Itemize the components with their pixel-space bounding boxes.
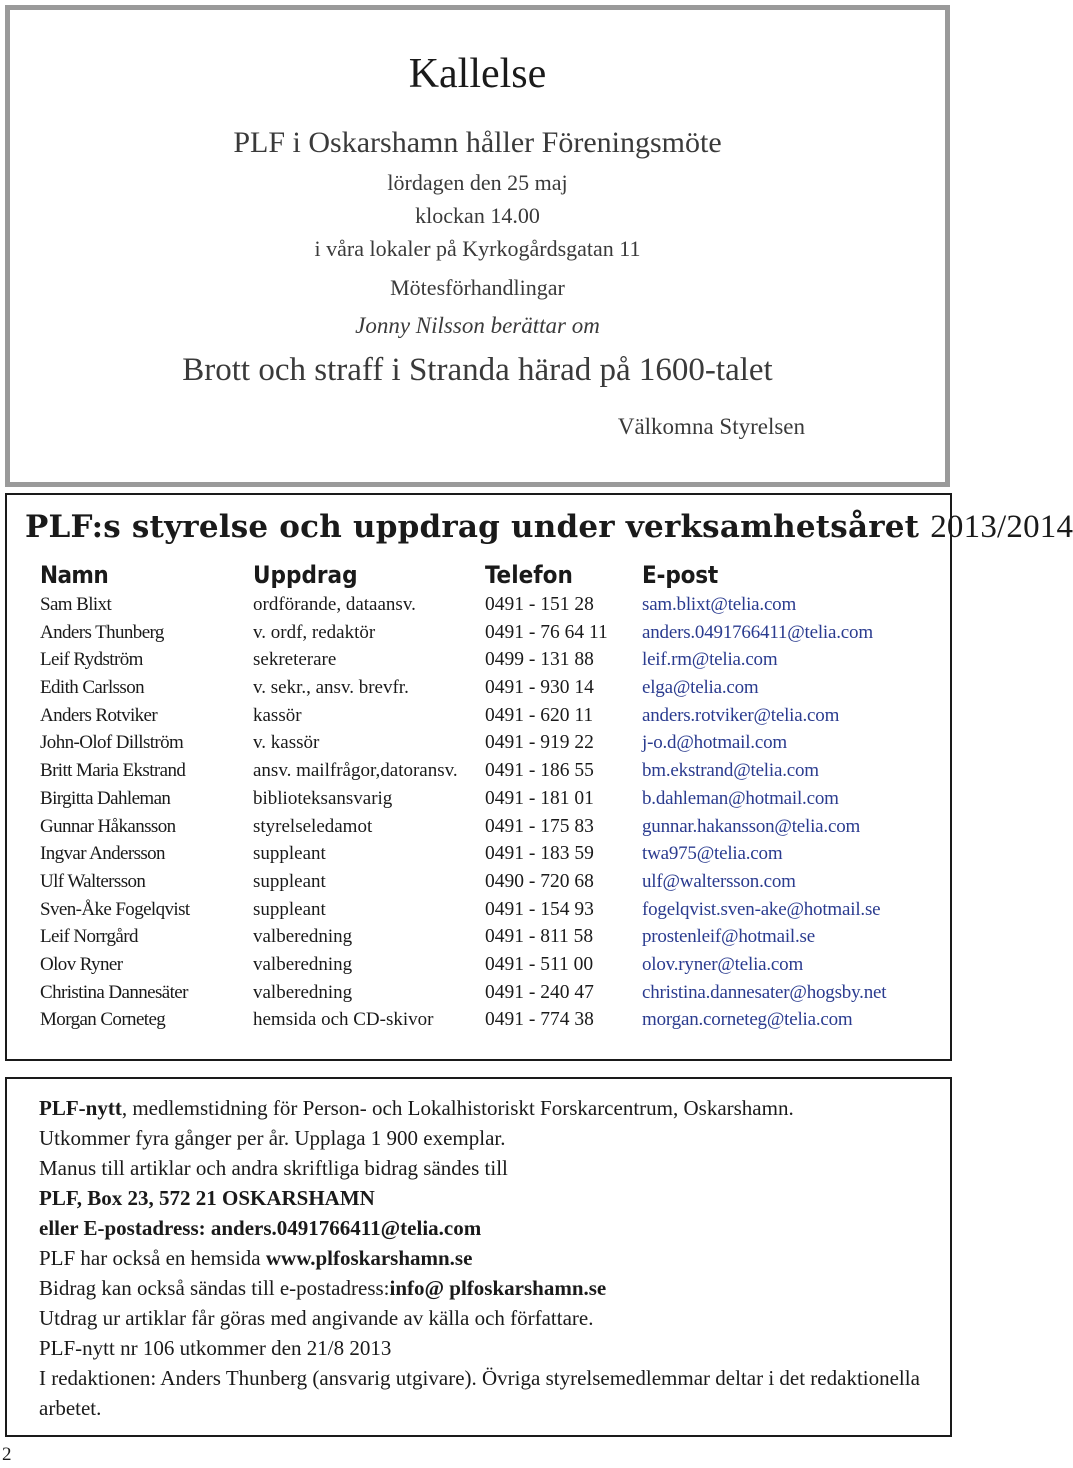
board-member-email[interactable]: olov.ryner@telia.com	[642, 953, 804, 975]
board-member-name: Leif Norrgård	[40, 926, 138, 948]
board-member-phone: 0499 - 131 88	[485, 649, 594, 671]
board-member-role: valberedning	[253, 953, 353, 975]
header-phone: Telefon	[485, 561, 573, 589]
column-role	[253, 561, 458, 1034]
board-member-name: Anders Thunberg	[40, 621, 164, 643]
board-title-year: 2013/2014	[930, 509, 1073, 545]
info-address	[39, 1183, 929, 1213]
info-publication-desc: , medlemstidning för Person- och Lokalhistoriskt Forskarcentrum, Oskarshamn.	[121, 1096, 794, 1120]
board-member-phone: 0491 - 811 58	[485, 926, 594, 948]
board-member-role: valberedning	[253, 926, 353, 948]
talk-title: Brott och straff i Stranda härad på 1600-talet	[182, 352, 773, 388]
board-member-phone: 0491 - 511 00	[485, 953, 594, 975]
board-member-name: Sam Blixt	[40, 594, 112, 615]
newsletter-info-box	[5, 1077, 952, 1437]
board-member-role: ordförande, dataansv.	[253, 594, 416, 615]
board-member-role: valberedning	[253, 981, 353, 1003]
board-member-name: Olov Ryner	[40, 953, 123, 975]
board-title	[25, 509, 1073, 546]
board-member-email[interactable]: bm.ekstrand@telia.com	[642, 760, 819, 782]
board-member-name: Gunnar Håkansson	[40, 815, 176, 837]
board-member-email[interactable]: anders.rotviker@telia.com	[642, 704, 840, 726]
header-role: Uppdrag	[253, 561, 358, 589]
board-member-email[interactable]: gunnar.hakansson@telia.com	[642, 815, 861, 837]
board-member-role: v. sekr., ansv. brevfr.	[253, 677, 409, 699]
info-email	[39, 1213, 929, 1243]
board-member-role: styrelseledamot	[253, 815, 373, 837]
invitation-box	[5, 5, 950, 487]
info-address-text: PLF, Box 23, 572 21 OSKARSHAMN	[39, 1186, 375, 1210]
info-line-2: Utkommer fyra gånger per år. Upplaga 1 900 exemplar.	[39, 1126, 506, 1150]
board-member-name: Christina Dannesäter	[40, 981, 188, 1003]
board-member-role: hemsida och CD-skivor	[253, 1009, 434, 1031]
invitation-title: Kallelse	[408, 51, 547, 97]
board-member-name: Birgitta Dahleman	[40, 787, 171, 809]
info-line-10: I redaktionen: Anders Thunberg (ansvarig utgivare). Övriga styrelsemedlemmar deltar i det redaktionella arbetet.	[39, 1366, 920, 1420]
board-member-email[interactable]: morgan.corneteg@telia.com	[642, 1009, 853, 1031]
board-member-name: Anders Rotviker	[40, 704, 158, 726]
column-phone	[485, 561, 608, 1034]
board-member-phone: 0491 - 175 83	[485, 815, 594, 837]
info-line-1	[39, 1093, 929, 1123]
speaker-line: Jonny Nilsson berättar om	[355, 313, 600, 338]
board-member-email[interactable]: j-o.d@hotmail.com	[642, 732, 787, 754]
page-number: 2	[2, 1444, 12, 1465]
board-member-role: v. ordf, redaktör	[253, 621, 376, 643]
board-member-phone: 0491 - 930 14	[485, 677, 594, 699]
board-member-phone: 0491 - 154 93	[485, 898, 594, 920]
board-member-email[interactable]: ulf@waltersson.com	[642, 870, 796, 892]
board-title-text: PLF:s styrelse och uppdrag under verksamhetsåret	[25, 509, 920, 545]
board-member-name: Ingvar Andersson	[40, 843, 165, 865]
info-contribution	[39, 1273, 929, 1303]
board-member-email[interactable]: fogelqvist.sven-ake@hotmail.se	[642, 898, 881, 920]
board-member-name: Morgan Corneteg	[40, 1009, 166, 1031]
meeting-date: lördagen den 25 maj	[387, 170, 568, 195]
board-member-phone: 0491 - 183 59	[485, 843, 594, 865]
board-member-email[interactable]: sam.blixt@telia.com	[642, 594, 797, 615]
board-member-email[interactable]: anders.0491766411@telia.com	[642, 621, 873, 643]
meeting-time: klockan 14.00	[415, 203, 540, 228]
info-website-label: PLF har också en hemsida	[39, 1246, 266, 1270]
column-name	[40, 561, 190, 1034]
board-member-email[interactable]: b.dahleman@hotmail.com	[642, 787, 839, 809]
board-member-name: Sven-Åke Fogelqvist	[40, 898, 190, 920]
board-member-email[interactable]: prostenleif@hotmail.se	[642, 926, 815, 948]
board-member-role: suppleant	[253, 870, 326, 892]
board-member-role: ansv. mailfrågor,datoransv.	[253, 760, 458, 782]
welcome-signature: Välkomna Styrelsen	[617, 414, 805, 439]
board-member-phone: 0491 - 181 01	[485, 787, 594, 809]
info-website	[39, 1243, 929, 1273]
board-member-role: suppleant	[253, 843, 326, 865]
board-member-phone: 0491 - 76 64 11	[485, 621, 608, 643]
board-member-phone: 0491 - 774 38	[485, 1009, 594, 1031]
board-member-role: biblioteksansvarig	[253, 787, 393, 809]
board-member-name: Ulf Waltersson	[40, 870, 146, 892]
column-email	[642, 561, 886, 1034]
invitation-headline: PLF i Oskarshamn håller Föreningsmöte	[233, 126, 722, 159]
board-member-phone: 0490 - 720 68	[485, 870, 594, 892]
board-member-phone: 0491 - 919 22	[485, 732, 594, 754]
board-member-phone: 0491 - 620 11	[485, 704, 594, 726]
board-member-email[interactable]: twa975@telia.com	[642, 843, 783, 865]
header-name: Namn	[40, 561, 109, 589]
website-link[interactable]: www.plfoskarshamn.se	[265, 1246, 473, 1270]
info-line-3: Manus till artiklar och andra skriftliga bidrag sändes till	[39, 1156, 508, 1180]
board-member-role: v. kassör	[253, 732, 320, 754]
board-member-name: Edith Carlsson	[40, 677, 145, 699]
meeting-location: i våra lokaler på Kyrkogårdsgatan 11	[314, 236, 641, 261]
board-member-phone: 0491 - 151 28	[485, 594, 594, 615]
info-line-8: Utdrag ur artiklar får göras med angivande av källa och författare.	[39, 1306, 594, 1330]
board-member-phone: 0491 - 240 47	[485, 981, 594, 1003]
newsletter-info-text	[39, 1093, 929, 1423]
board-member-name: Leif Rydström	[40, 649, 143, 671]
board-member-role: kassör	[253, 704, 302, 726]
board-member-name: Britt Maria Ekstrand	[40, 760, 186, 782]
board-member-email[interactable]: elga@telia.com	[642, 677, 759, 699]
board-member-role: sekreterare	[253, 649, 337, 671]
board-member-role: suppleant	[253, 898, 326, 920]
info-contribution-label: Bidrag kan också sändas till e-postadress:	[39, 1276, 390, 1300]
board-table-box	[5, 493, 1073, 1061]
header-email: E-post	[642, 561, 718, 589]
info-email-text: eller E-postadress: anders.0491766411@telia.com	[39, 1216, 482, 1240]
meeting-agenda: Mötesförhandlingar	[390, 275, 565, 300]
board-member-name: John-Olof Dillström	[40, 732, 184, 754]
board-member-email[interactable]: christina.dannesater@hogsby.net	[642, 981, 887, 1003]
board-member-phone: 0491 - 186 55	[485, 760, 594, 782]
info-publication-name: PLF-nytt	[39, 1096, 122, 1120]
board-member-email[interactable]: leif.rm@telia.com	[642, 649, 778, 671]
contribution-email-link[interactable]: info@ plfoskarshamn.se	[389, 1276, 607, 1300]
info-line-9: PLF-nytt nr 106 utkommer den 21/8 2013	[39, 1336, 392, 1360]
